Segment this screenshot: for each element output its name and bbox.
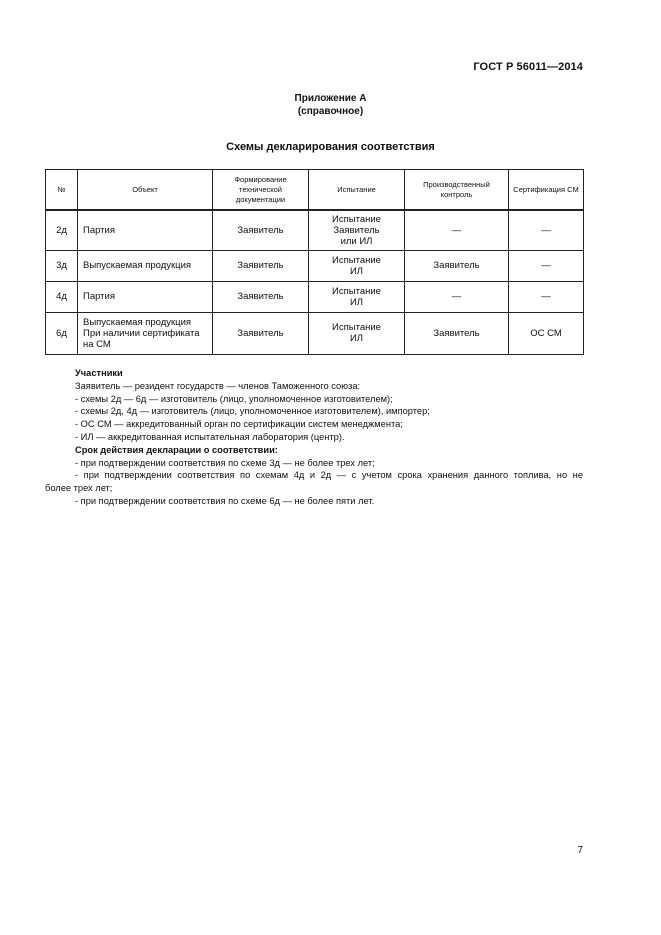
- cell-production-control: —: [405, 281, 509, 312]
- cell-certification: ОС СМ: [509, 312, 584, 354]
- cell-num: 4д: [46, 281, 78, 312]
- cell-num: 3д: [46, 250, 78, 281]
- declaration-schemes-table: [45, 169, 584, 355]
- cell-object: Выпускаемая продукция При наличии сертификата на СМ: [78, 312, 213, 354]
- annex-subtitle: (справочное): [297, 106, 364, 117]
- header-object: Объект: [78, 170, 213, 211]
- validity-line: - при подтверждении соответствия по схеме 6д — не более пяти лет.: [75, 495, 375, 506]
- header-testing: Испытание: [309, 170, 405, 211]
- cell-docs: Заявитель: [213, 312, 309, 354]
- table-row: [46, 312, 584, 354]
- cell-object: Партия: [78, 281, 213, 312]
- table-row: [46, 281, 584, 312]
- cell-testing: Испытание ИЛ: [309, 250, 405, 281]
- participants-line: Заявитель — резидент государств — членов Таможенного союза:: [75, 380, 361, 391]
- standard-code: ГОСТ Р 56011—2014: [473, 61, 583, 73]
- notes-block: [45, 367, 583, 508]
- cell-testing: Испытание Заявитель или ИЛ: [309, 210, 405, 250]
- cell-num: 6д: [46, 312, 78, 354]
- validity-line: - при подтверждении соответствия по схемам 4д и 2д — с учетом срока хранения данного топлива, но не: [75, 470, 583, 481]
- cell-production-control: —: [405, 210, 509, 250]
- cell-certification: —: [509, 210, 584, 250]
- cell-docs: Заявитель: [213, 281, 309, 312]
- validity-heading: Срок действия декларации о соответствии:: [75, 444, 278, 455]
- table-row: [46, 250, 584, 281]
- annex-title: Приложение А: [294, 93, 367, 104]
- participants-heading: Участники: [75, 368, 123, 378]
- cell-production-control: Заявитель: [405, 250, 509, 281]
- header-docs: Формирование технической документации: [213, 170, 309, 211]
- cell-num: 2д: [46, 210, 78, 250]
- table-header-row: [46, 170, 584, 211]
- table-row: [46, 210, 584, 250]
- cell-certification: —: [509, 281, 584, 312]
- header-certification: Сертификация СМ: [509, 170, 584, 211]
- cell-object: Выпускаемая продукция: [78, 250, 213, 281]
- header-production-control: Производственный контроль: [405, 170, 509, 211]
- cell-docs: Заявитель: [213, 210, 309, 250]
- participants-line: - ОС СМ — аккредитованный орган по сертификации систем менеджмента;: [75, 419, 403, 430]
- cell-testing: Испытание ИЛ: [309, 281, 405, 312]
- cell-production-control: Заявитель: [405, 312, 509, 354]
- page-number: 7: [577, 845, 583, 856]
- validity-line: - при подтверждении соответствия по схеме 3д — не более трех лет;: [75, 457, 375, 468]
- header-num: №: [46, 170, 78, 211]
- annex-heading: [0, 92, 661, 118]
- participants-line: - схемы 2д — 6д — изготовитель (лицо, уполномоченное изготовителем);: [75, 393, 393, 404]
- section-title: Схемы декларирования соответствия: [226, 141, 435, 153]
- cell-object: Партия: [78, 210, 213, 250]
- validity-line: более трех лет;: [45, 483, 113, 494]
- cell-certification: —: [509, 250, 584, 281]
- participants-line: - схемы 2д, 4д — изготовитель (лицо, уполномоченное изготовителем), импортер;: [75, 406, 430, 417]
- cell-testing: Испытание ИЛ: [309, 312, 405, 354]
- participants-line: - ИЛ — аккредитованная испытательная лаборатория (центр).: [75, 431, 345, 442]
- cell-docs: Заявитель: [213, 250, 309, 281]
